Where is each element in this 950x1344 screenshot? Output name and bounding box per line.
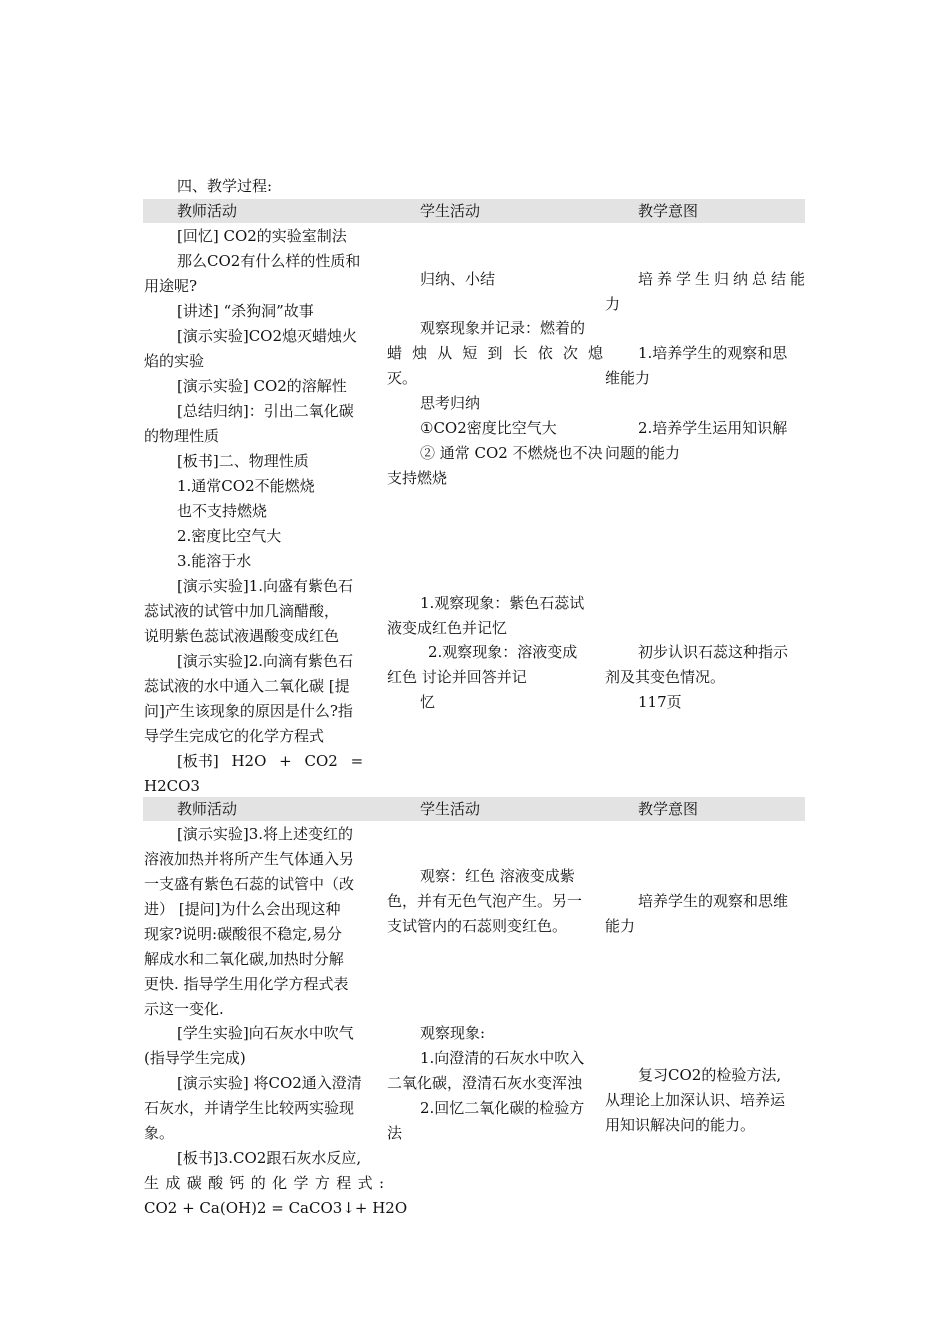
teacher-line: CO2 + Ca(OH)2 = CaCO3↓+ H2O: [144, 1199, 408, 1217]
teacher-line: 说明紫色蕊试液遇酸变成红色: [144, 627, 340, 645]
intent-line: 复习CO2的检验方法,: [638, 1066, 782, 1084]
teacher-line: [学生实验]向石灰水中吹气: [177, 1024, 354, 1042]
teacher-line: 解成水和二氧化碳,加热时分解: [144, 950, 344, 968]
teacher-line: 1.通常CO2不能燃烧: [177, 477, 315, 495]
teacher-line: 问]产生该现象的原因是什么?指: [144, 702, 353, 720]
intent-line: 从理论上加深认识、培养运: [605, 1091, 786, 1109]
student-line: 观察现象:: [420, 1024, 486, 1042]
teacher-line: [演示实验] CO2的溶解性: [177, 377, 347, 395]
teacher-line: [板书] H2O + CO2 =: [177, 752, 364, 770]
section-title: 四、教学过程:: [177, 177, 273, 195]
intent-line: 1.培养学生的观察和思: [638, 344, 788, 362]
student-line: 支持燃烧: [387, 469, 448, 487]
teacher-line: [回忆] CO2的实验室制法: [177, 227, 347, 245]
student-line: 观察现象并记录：燃着的: [420, 319, 586, 337]
header-teaching-intent: 教学意图: [638, 202, 699, 220]
intent-line: 剂及其变色情况。: [605, 668, 726, 686]
teacher-line: 象。: [144, 1124, 175, 1142]
teacher-line: 用途呢?: [144, 277, 198, 295]
teacher-line: 示这一变化.: [144, 1000, 224, 1018]
teacher-line: 蕊试液的水中通入二氧化碳 [提: [144, 677, 350, 695]
student-line: 液变成红色并记忆: [387, 619, 508, 637]
header-student-activity: 学生活动: [420, 202, 481, 220]
header-student-activity: 学生活动: [420, 800, 481, 818]
intent-line: 问题的能力: [605, 444, 681, 462]
teacher-line: 生成碳酸钙的化学方程式:: [144, 1174, 384, 1192]
header-teaching-intent: 教学意图: [638, 800, 699, 818]
student-line: 2.观察现象：溶液变成: [428, 643, 578, 661]
intent-line: 力: [605, 295, 621, 313]
teacher-line: 现家?说明:碳酸很不稳定,易分: [144, 925, 342, 943]
teacher-line: 也不支持燃烧: [177, 502, 268, 520]
student-line: 支试管内的石蕊则变红色。: [387, 917, 568, 935]
teacher-line: [板书]3.CO2跟石灰水反应,: [177, 1149, 362, 1167]
teacher-line: 那么CO2有什么样的性质和: [177, 252, 361, 270]
header-teacher-activity: 教师活动: [177, 202, 238, 220]
teacher-line: 石灰水，并请学生比较两实验现: [144, 1099, 355, 1117]
teacher-line: [演示实验]CO2熄灭蜡烛火: [177, 327, 358, 345]
teacher-line: [板书]二、物理性质: [177, 452, 309, 470]
teacher-line: [演示实验]3.将上述变红的: [177, 825, 354, 843]
student-line: 1.向澄清的石灰水中吹入: [420, 1049, 585, 1067]
student-line: 2.回忆二氧化碳的检验方: [420, 1099, 585, 1117]
teacher-line: 进） [提问]为什么会出现这种: [144, 900, 341, 918]
student-line: 蜡烛从短到长依次熄: [387, 344, 603, 362]
intent-line: 维能力: [605, 369, 651, 387]
teacher-line: 3.能溶于水: [177, 552, 252, 570]
student-line: ② 通常 CO2 不燃烧也不决: [420, 444, 603, 462]
teacher-line: [演示实验]2.向滴有紫色石: [177, 652, 354, 670]
student-line: 观察：红色 溶液变成紫: [420, 867, 575, 885]
intent-line: 培养学生的观察和思维: [638, 892, 789, 910]
teacher-line: [总结归纳]：引出二氧化碳: [177, 402, 354, 420]
teacher-line: 的物理性质: [144, 427, 220, 445]
student-line: 色，并有无色气泡产生。另一: [387, 892, 583, 910]
header-teacher-activity: 教师活动: [177, 800, 238, 818]
intent-line: 能力: [605, 917, 636, 935]
teacher-line: 一支盛有紫色石蕊的试管中（改: [144, 875, 355, 893]
student-line: ①CO2密度比空气大: [420, 419, 557, 437]
student-line: 灭。: [387, 369, 418, 387]
student-line: 思考归纳: [420, 394, 481, 412]
teacher-line: [讲述] “杀狗洞”故事: [177, 302, 314, 320]
teacher-line: 更快. 指导学生用化学方程式表: [144, 975, 349, 993]
student-line: 忆: [420, 693, 436, 711]
intent-line: 初步认识石蕊这种指示: [638, 643, 789, 661]
intent-line: 2.培养学生运用知识解: [638, 419, 788, 437]
teacher-line: 2.密度比空气大: [177, 527, 282, 545]
teacher-line: 焰的实验: [144, 352, 205, 370]
student-line: 法: [387, 1124, 403, 1142]
intent-line: 培养学生归纳总结能: [638, 270, 805, 288]
teacher-line: H2CO3: [144, 777, 200, 795]
student-line: 归纳、小结: [420, 270, 496, 288]
student-line: 二氧化碳，澄清石灰水变浑浊: [387, 1074, 583, 1092]
teacher-line: 蕊试液的试管中加几滴醋酸，: [144, 602, 340, 620]
teacher-line: [演示实验] 将CO2通入澄清: [177, 1074, 362, 1092]
intent-line: 用知识解决问的能力。: [605, 1116, 756, 1134]
student-line: 红色 讨论并回答并记: [387, 668, 527, 686]
student-line: 1.观察现象：紫色石蕊试: [420, 594, 585, 612]
intent-line: 117页: [638, 693, 682, 711]
teacher-line: (指导学生完成): [144, 1049, 246, 1067]
teacher-line: 溶液加热并将所产生气体通入另: [144, 850, 355, 868]
teacher-line: 导学生完成它的化学方程式: [144, 727, 325, 745]
teacher-line: [演示实验]1.向盛有紫色石: [177, 577, 354, 595]
